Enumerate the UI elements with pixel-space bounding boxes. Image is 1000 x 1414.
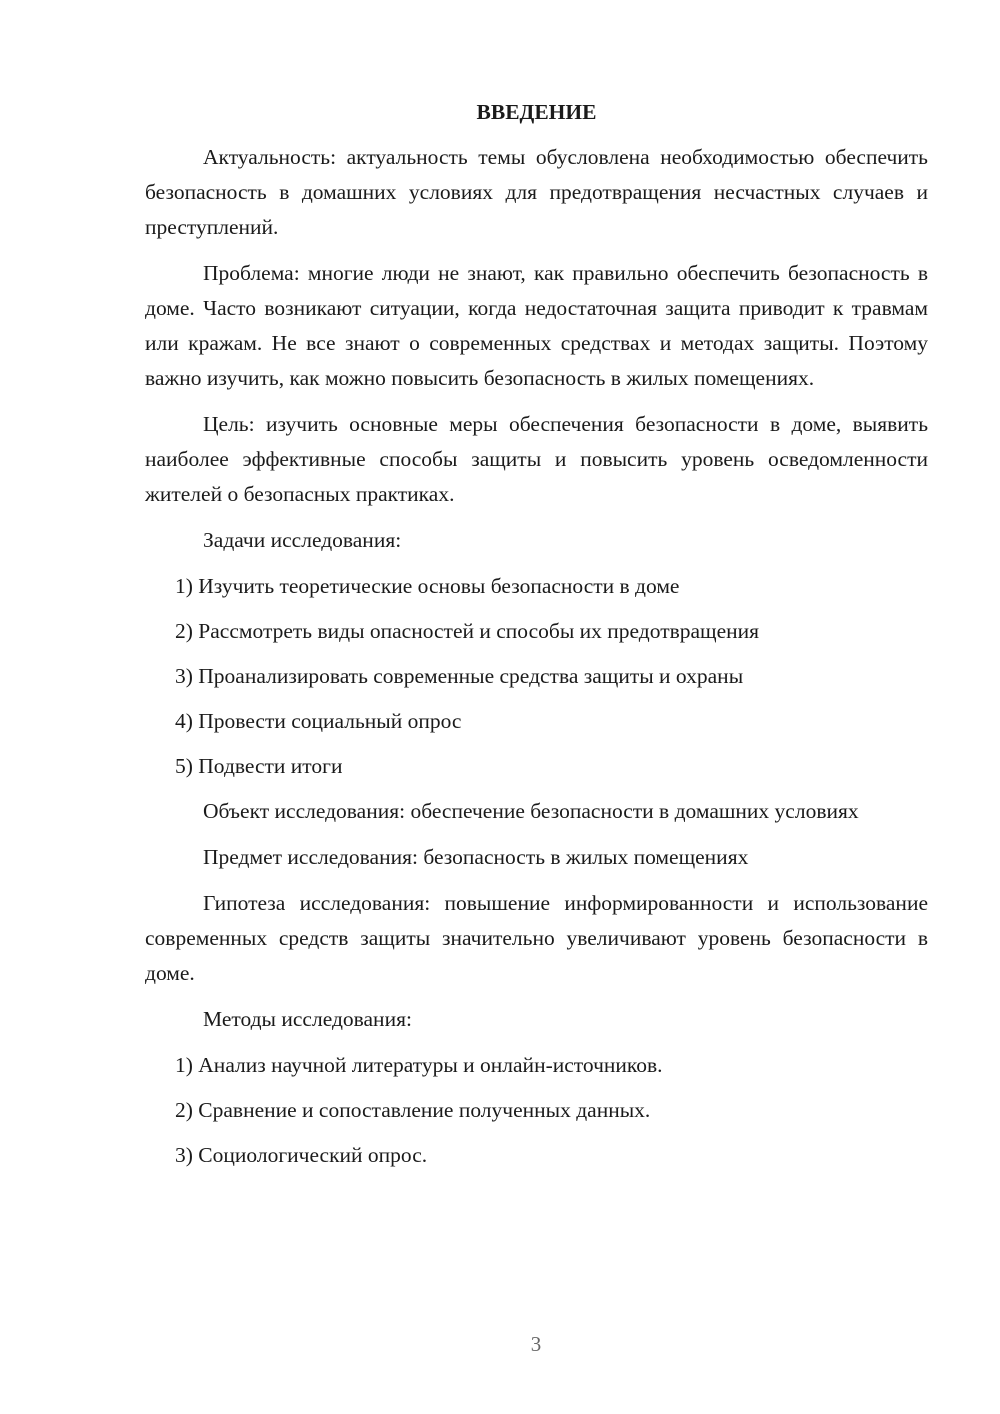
- list-item: 4) Провести социальный опрос: [175, 709, 462, 733]
- list-item: 2) Рассмотреть виды опасностей и способы их предотвращения: [175, 619, 760, 643]
- document-page: [145, 95, 928, 1183]
- list-item: 3) Социологический опрос.: [175, 1143, 428, 1167]
- object-paragraph: Объект исследования: обеспечение безопасности в домашних условиях: [203, 799, 859, 823]
- methods-heading: Методы исследования:: [203, 1007, 412, 1031]
- problem-paragraph: Проблема: многие люди не знают, как правильно обеспечить безопасность в доме. Часто возникают ситуации, когда недостаточная защита приводит к травмам или кражам. Не все знают о современных средствах и методах защиты. Поэтому важно изучить, как можно повысить безопасность в жилых помещениях.: [145, 261, 928, 390]
- section-title: ВВЕДЕНИЕ: [476, 100, 597, 124]
- list-item: 1) Изучить теоретические основы безопасности в доме: [175, 574, 680, 598]
- goal-paragraph: Цель: изучить основные меры обеспечения безопасности в доме, выявить наиболее эффективные способы защиты и повысить уровень осведомленности жителей о безопасных практиках.: [145, 412, 928, 506]
- list-item: 5) Подвести итоги: [175, 754, 343, 778]
- tasks-list: [145, 569, 928, 784]
- subject-paragraph: Предмет исследования: безопасность в жилых помещениях: [203, 845, 749, 869]
- relevance-paragraph: Актуальность: актуальность темы обусловлена необходимостью обеспечить безопасность в домашних условиях для предотвращения несчастных случаев и преступлений.: [145, 145, 928, 239]
- list-item: 3) Проанализировать современные средства защиты и охраны: [175, 664, 744, 688]
- tasks-heading: Задачи исследования:: [203, 528, 402, 552]
- list-item: 2) Сравнение и сопоставление полученных данных.: [175, 1098, 651, 1122]
- hypothesis-paragraph: Гипотеза исследования: повышение информированности и использование современных средств защиты значительно увеличивают уровень безопасности в доме.: [145, 891, 928, 985]
- page-number: 3: [530, 1332, 542, 1356]
- list-item: 1) Анализ научной литературы и онлайн-источников.: [175, 1053, 663, 1077]
- methods-list: [145, 1048, 928, 1173]
